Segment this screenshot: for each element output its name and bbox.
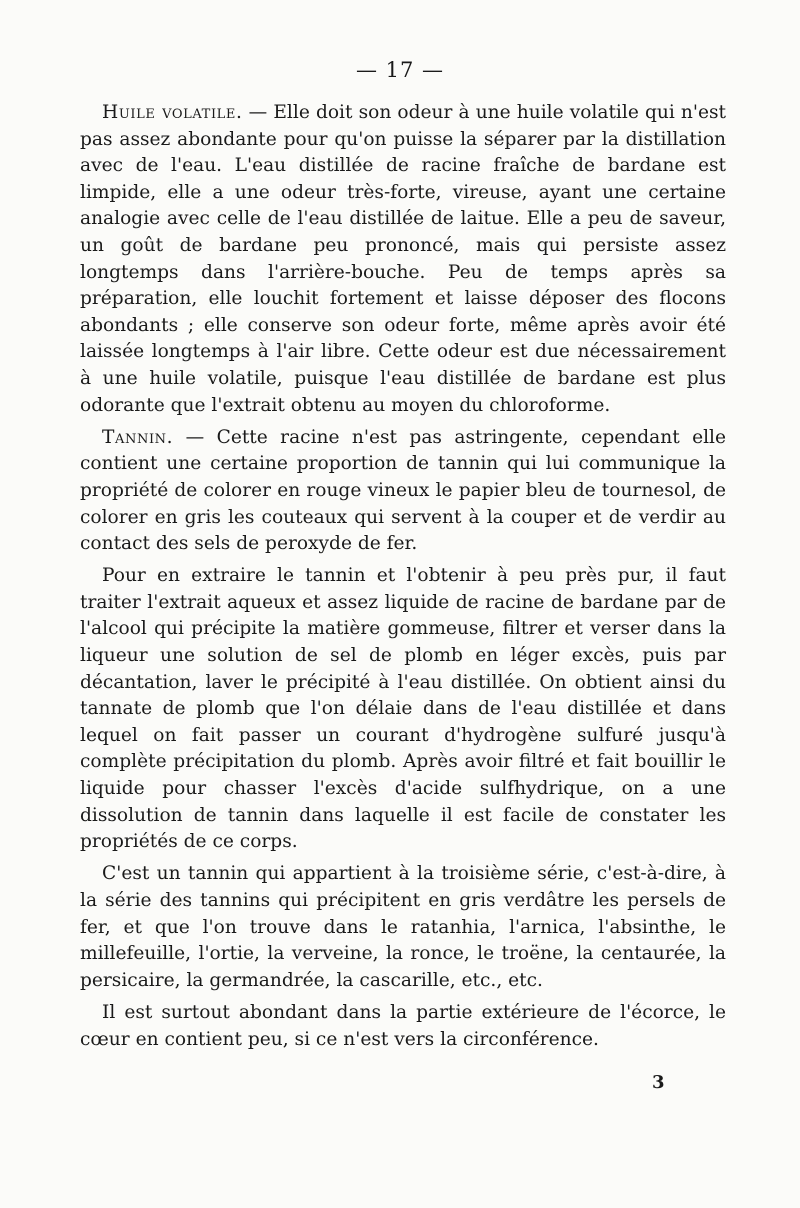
section-text: Elle doit son odeur à une huile volatile qui n'est pas assez abondante pour qu'on puisse la séparer par la distillation avec de l'eau. L'eau distillée de racine fraîche de bardane est limpide, elle a une odeur très-forte, vireuse, ayant une certaine analogie avec celle de l'eau distillée de laitue. Elle a peu de saveur, un goût de bardane peu prononcé, mais qui persiste assez longtemps dans l'arrière-bouche. Peu de temps après sa préparation, elle louchit fortement et laisse déposer des flocons abondants ; elle conserve son odeur forte, même après avoir été laissée longtemps à l'air libre. Cette odeur est due nécessairement à une huile volatile, puisque l'eau distillée de bardane est plus odorante que l'extrait obtenu au moyen du chloroforme. [80,102,726,416]
paragraph-serie: C'est un tannin qui appartient à la troisième série, c'est-à-dire, à la série des tannins qui précipitent en gris verdâtre les persels de fer, et que l'on trouve dans le ratanhia, l'arnica, l'absinthe, le millefeuille, l'ortie, la verveine, la ronce, le troëne, la centaurée, la persicaire, la germandrée, la cascarille, etc., etc. [80,863,726,991]
section-text: Cette racine n'est pas astringente, cependant elle contient une certaine proportion de tannin qui lui communique la propriété de colorer en rouge vineux le papier bleu de tournesol, de colorer en gris les couteaux qui servent à la couper et de verdir au contact des sels de peroxyde de fer. [80,426,726,555]
heading-dash: — [242,102,274,123]
section-huile-volatile [80,100,726,419]
section-heading: Huile volatile. [102,102,243,123]
paragraph-extraction: Pour en extraire le tannin et l'obtenir à peu près pur, il faut traiter l'extrait aqueux et assez liquide de racine de bardane par de l'alcool qui précipite la matière gommeuse, filtrer et verser dans la liqueur une solution de sel de plomb en léger excès, puis par décantation, laver le précipité à l'eau distillée. On obtient ainsi du tannate de plomb que l'on délaie dans de l'eau distillée et dans lequel on fait passer un courant d'hydrogène sulfuré jusqu'à complète précipitation du plomb. Après avoir filtré et fait bouillir le liquide pour chasser l'excès d'acide sulfhydrique, on a une dissolution de tannin dans laquelle il est facile de constater les propriétés de ce corps. [80,565,726,853]
section-heading: Tannin. [102,426,174,448]
signature-mark: 3 [652,1072,665,1093]
heading-dash: — [173,426,217,448]
section-tannin [80,425,726,558]
page-body [80,100,726,1059]
page-number: — 17 — [355,58,445,82]
paragraph-ecorce: Il est surtout abondant dans la partie extérieure de l'écorce, le cœur en contient peu, si ce n'est vers la circonférence. [80,1001,726,1050]
